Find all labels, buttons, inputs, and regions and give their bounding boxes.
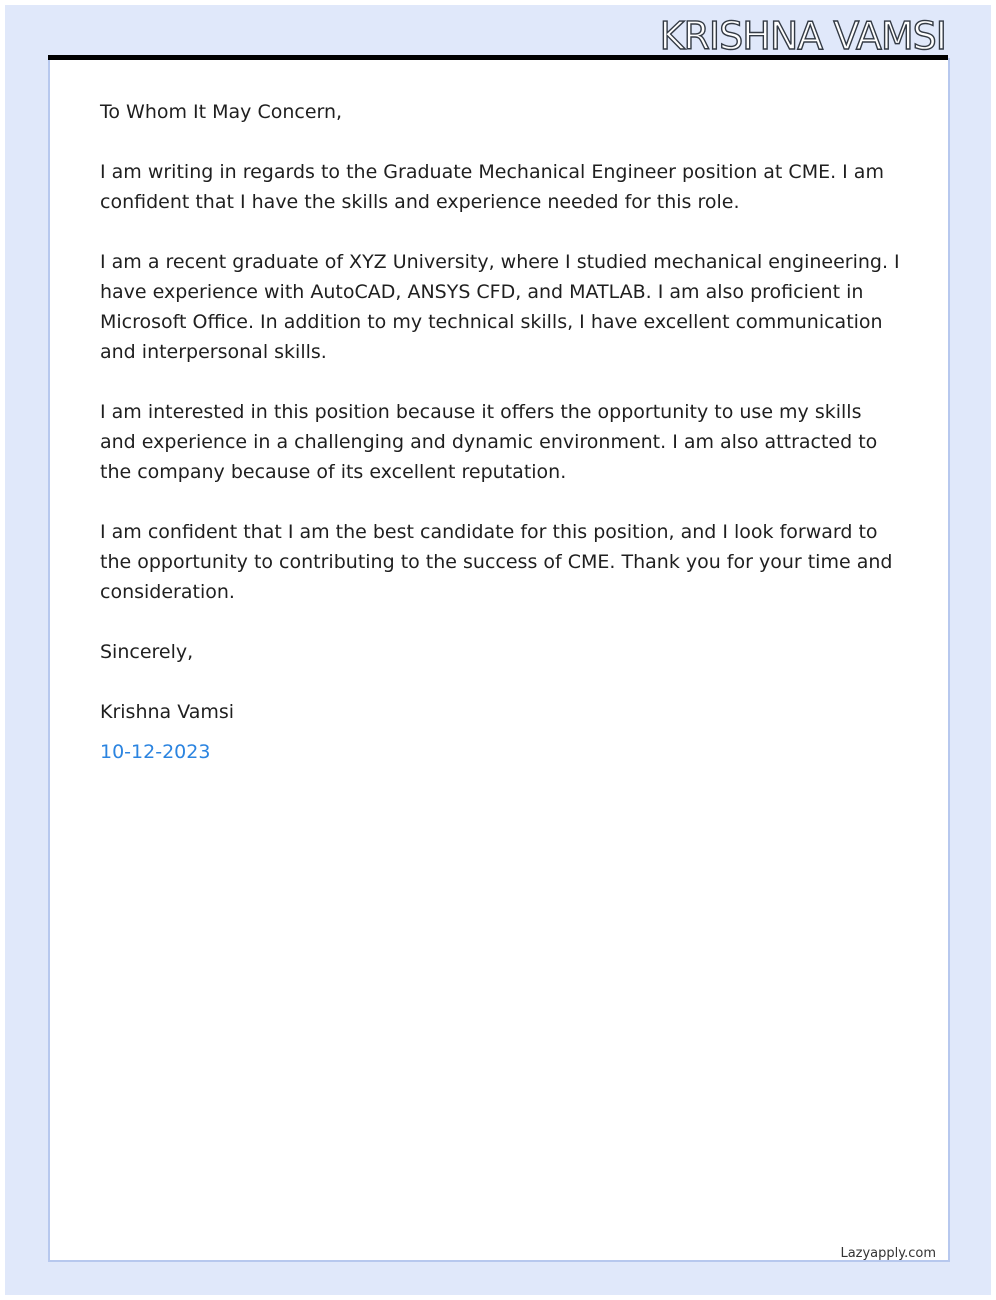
letter-paragraph: I am writing in regards to the Graduate Mechanical Engineer position at CME. I am confident that I have the skills and experience needed for this role. [100,161,884,213]
applicant-name-heading: KRISHNA VAMSI [659,14,946,58]
letter-paragraph: I am a recent graduate of XYZ University, where I studied mechanical engineering. I have experience with AutoCAD, ANSYS CFD, and MATLAB. I am also proficient in Microsoft Office. In addition to my technical skills, I have excellent communication and interpersonal skills. [100,251,900,363]
closing: Sincerely, [100,641,194,663]
letter-paragraph: I am confident that I am the best candidate for this position, and I look forward to the opportunity to contributing to the success of CME. Thank you for your time and consideration. [100,521,893,603]
watermark: Lazyapply.com [840,1246,936,1261]
letter-body [100,97,900,767]
signature: Krishna Vamsi [100,701,235,723]
letter-paragraph: I am interested in this position because it offers the opportunity to use my skills and experience in a challenging and dynamic environment. I am also attracted to the company because of its excellent reputation. [100,401,878,483]
letter-date: 10-12-2023 [100,741,211,763]
salutation: To Whom It May Concern, [100,101,343,123]
